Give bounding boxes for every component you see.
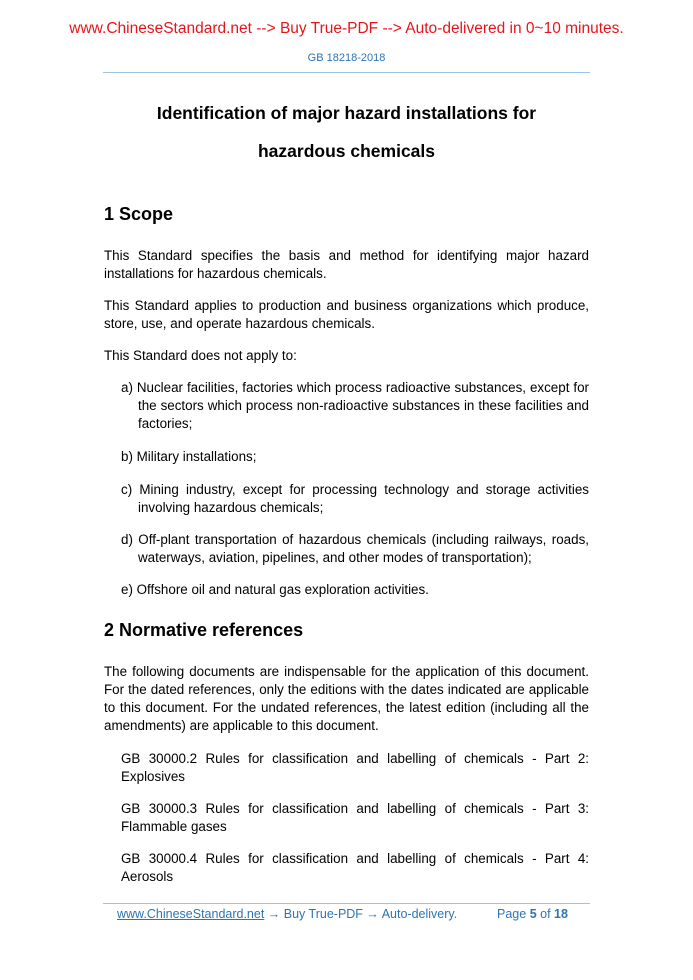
reference-item: GB 30000.4 Rules for classification and labelling of chemicals - Part 4: Aerosols <box>121 851 589 884</box>
list-item: e) Offshore oil and natural gas exploration activities. <box>121 582 429 597</box>
reference-item: GB 30000.2 Rules for classification and labelling of chemicals - Part 2: Explosives <box>121 751 589 784</box>
list-item: b) Military installations; <box>121 449 257 464</box>
scope-paragraph-1: This Standard specifies the basis and method for identifying major hazard installations for hazardous chemicals. <box>104 248 589 281</box>
list-item: d) Off-plant transportation of hazardous chemicals (including railways, roads, waterways, aviation, pipelines, and other modes of transportation); <box>121 532 589 565</box>
list-item: c) Mining industry, except for processing technology and storage activities involving hazardous chemicals; <box>121 482 589 515</box>
page-of: of <box>540 907 551 921</box>
page-current: 5 <box>529 907 537 921</box>
header-divider <box>103 72 590 73</box>
document-title-line-1: Identification of major hazard installations for <box>156 103 537 123</box>
document-title-line-2: hazardous chemicals <box>257 141 436 161</box>
footer-divider <box>103 903 590 904</box>
section-heading-scope: 1 Scope <box>104 204 174 224</box>
document-number: GB 18218-2018 <box>307 52 386 64</box>
scope-paragraph-2: This Standard applies to production and business organizations which produce, store, use, and operate hazardous chemicals. <box>104 298 589 331</box>
footer-site-link[interactable]: www.ChineseStandard.net <box>117 907 265 921</box>
footer-promo <box>117 907 457 921</box>
section-heading-normative-references: 2 Normative references <box>104 620 304 640</box>
page-indicator <box>497 907 568 921</box>
scope-paragraph-3: This Standard does not apply to: <box>104 348 297 363</box>
list-item: a) Nuclear facilities, factories which process radioactive substances, except for the sectors which process non-radioactive substances in these facilities and factories; <box>121 380 589 431</box>
references-intro-paragraph: The following documents are indispensable for the application of this document. For the dated references, only the editions with the dates indicated are applicable to this document. For the undated references, the latest edition (including all the amendments) are applicable to this document. <box>104 664 589 733</box>
page-label: Page <box>497 907 527 921</box>
promo-banner[interactable]: www.ChineseStandard.net --> Buy True-PDF --> Auto-delivered in 0~10 minutes. <box>69 20 624 37</box>
reference-item: GB 30000.3 Rules for classification and labelling of chemicals - Part 3: Flammable gases <box>121 801 589 834</box>
footer-promo-text: → Buy True-PDF → Auto-delivery. <box>264 907 458 921</box>
page-total: 18 <box>554 907 568 921</box>
